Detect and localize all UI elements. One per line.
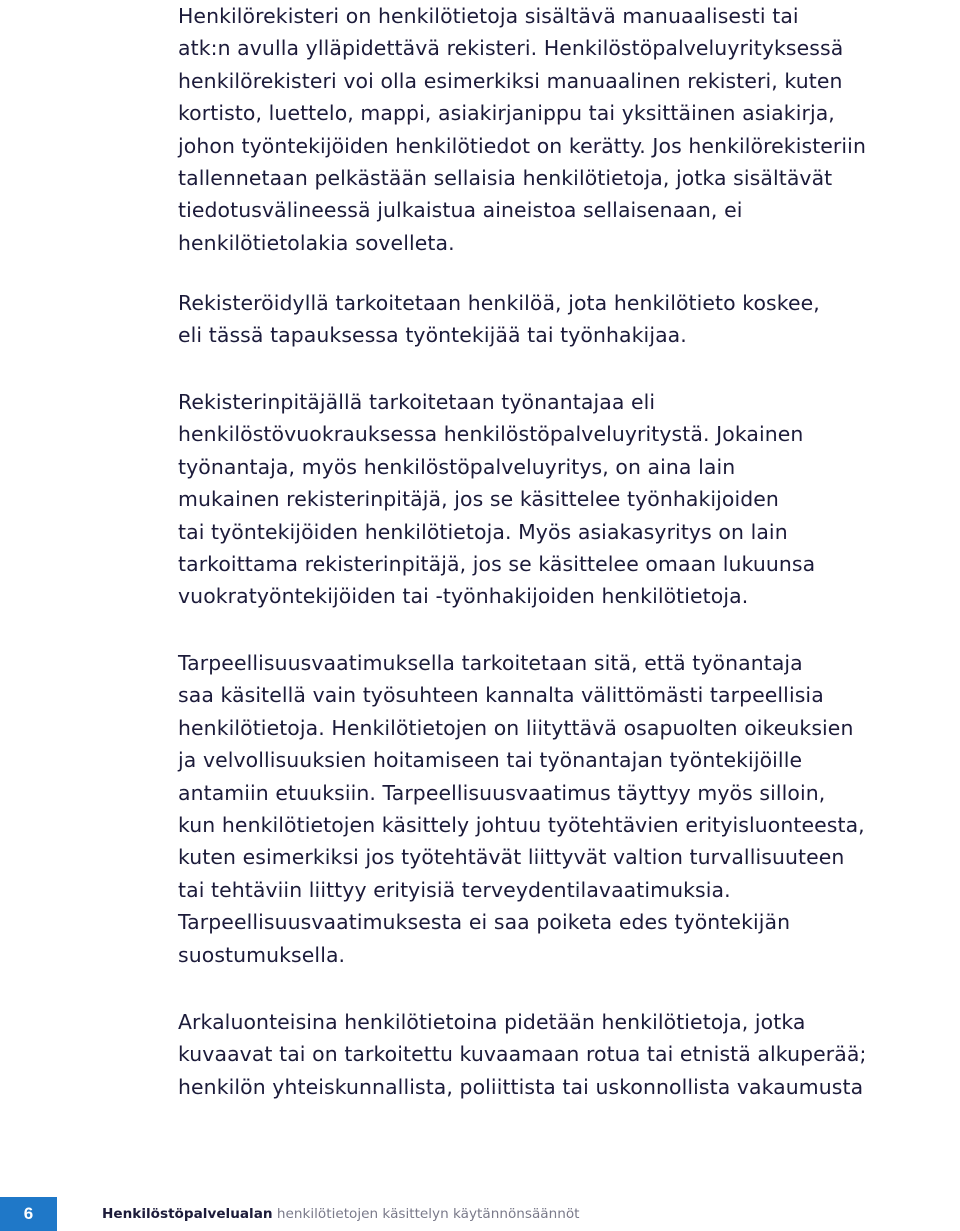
text-line: ja velvollisuuksien hoitamiseen tai työnantajan työntekijöille	[178, 748, 803, 773]
text-line: henkilörekisteri voi olla esimerkiksi manuaalinen rekisteri, kuten	[178, 68, 843, 93]
text-line: Rekisteröidyllä tarkoitetaan henkilöä, jota henkilötieto koskee,	[178, 291, 820, 315]
text-line: johon työntekijöiden henkilötiedot on kerätty. Jos henkilörekisteriin	[178, 133, 866, 158]
text-line: saa käsitellä vain työsuhteen kannalta välittömästi tarpeellisia	[178, 683, 824, 708]
text-line: eli tässä tapauksessa työntekijää tai työnhakijaa.	[178, 323, 687, 348]
text-line: Rekisterinpitäjällä tarkoitetaan työnantajaa eli	[178, 390, 656, 414]
text-line: tai työntekijöiden henkilötietoja. Myös asiakasyritys on lain	[178, 519, 788, 544]
text-line: mukainen rekisterinpitäjä, jos se käsittelee työnhakijoiden	[178, 487, 779, 512]
text-line: kun henkilötietojen käsittely johtuu työtehtävien erityisluonteesta,	[178, 813, 865, 838]
text-line: työnantaja, myös henkilöstöpalveluyritys, on aina lain	[178, 454, 736, 479]
paragraph-rekisteroity	[178, 287, 820, 352]
text-line: kuten esimerkiksi jos työtehtävät liittyvät valtion turvallisuuteen	[178, 845, 845, 870]
text-line: tallennetaan pelkästään sellaisia henkilötietoja, jotka sisältävät	[178, 166, 833, 191]
text-line: tai tehtäviin liittyy erityisiä terveydentilavaatimuksia.	[178, 877, 731, 902]
text-line: kortisto, luettelo, mappi, asiakirjanippu tai yksittäinen asiakirja,	[178, 101, 835, 126]
paragraph-arkaluonteiset	[178, 1006, 866, 1103]
text-line: antamiin etuuksiin. Tarpeellisuusvaatimus täyttyy myös silloin,	[178, 780, 826, 805]
text-line: henkilötietolakia sovelleta.	[178, 230, 455, 255]
page-footer	[0, 1193, 960, 1231]
page-number: 6	[0, 1197, 57, 1231]
text-line: Henkilörekisteri on henkilötietoja sisältävä manuaalisesti tai	[178, 4, 799, 28]
text-line: henkilötietoja. Henkilötietojen on liityttävä osapuolten oikeuksien	[178, 715, 854, 740]
paragraph-henkilorekisteri	[178, 0, 866, 259]
text-line: atk:n avulla ylläpidettävä rekisteri. Henkilöstöpalveluyrityksessä	[178, 36, 844, 61]
text-line: tiedotusvälineessä julkaistua aineistoa sellaisenaan, ei	[178, 198, 743, 223]
text-line: henkilöstövuokrauksessa henkilöstöpalveluyritystä. Jokainen	[178, 422, 804, 447]
text-line: tarkoittama rekisterinpitäjä, jos se käsittelee omaan lukuunsa	[178, 552, 816, 577]
text-line: vuokratyöntekijöiden tai -työnhakijoiden henkilötietoja.	[178, 584, 749, 609]
paragraph-tarpeellisuusvaatimus	[178, 647, 865, 971]
text-line: Tarpeellisuusvaatimuksella tarkoitetaan sitä, että työnantaja	[178, 651, 803, 675]
footer-title-rest: henkilötietojen käsittelyn käytännönsäännöt	[276, 1206, 580, 1222]
text-line: kuvaavat tai on tarkoitettu kuvaamaan rotua tai etnistä alkuperää;	[178, 1042, 867, 1067]
footer-title-bold: Henkilöstöpalvelualan	[102, 1206, 273, 1222]
text-line: Tarpeellisuusvaatimuksesta ei saa poiketa edes työntekijän	[178, 910, 791, 935]
text-line: suostumuksella.	[178, 942, 346, 967]
footer-title	[102, 1206, 580, 1222]
text-line: Arkaluonteisina henkilötietoina pidetään henkilötietoja, jotka	[178, 1010, 806, 1034]
paragraph-rekisterinpitaja	[178, 386, 815, 613]
text-line: henkilön yhteiskunnallista, poliittista tai uskonnollista vakaumusta	[178, 1074, 864, 1099]
